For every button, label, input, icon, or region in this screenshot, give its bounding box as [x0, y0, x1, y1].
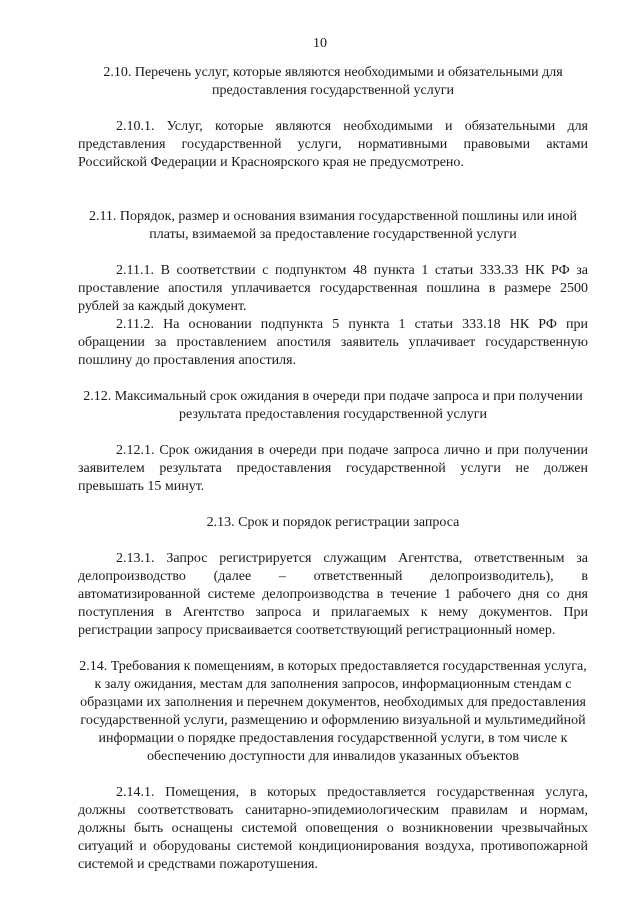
paragraph-2-12-1: 2.12.1. Срок ожидания в очереди при подаче запроса лично и при получении заявителем результата предоставления государственной услуги не должен превышать 15 минут.: [78, 443, 588, 494]
section-heading-2-11: 2.11. Порядок, размер и основания взимания государственной пошлины или иной платы, взимаемой за предоставление государственной услуги: [88, 209, 578, 242]
document-body: [78, 64, 588, 874]
section-heading-2-13: 2.13. Срок и порядок регистрации запроса: [206, 515, 460, 530]
paragraph-2-14-1: 2.14.1. Помещения, в которых предоставляется государственная услуга, должны соответствовать санитарно-эпидемиологическим правилам и нормам, должны быть оснащены системой оповещения о возникновении чрезвычайных ситуаций и оборудованы системой кондиционирования воздуха, противопожарной системой и средствами пожаротушения.: [78, 785, 588, 872]
paragraph-2-11-2: 2.11.2. На основании подпункта 5 пункта 1 статьи 333.18 НК РФ при обращении за проставлением апостиля заявитель уплачивает государственную пошлину до проставления апостиля.: [78, 317, 588, 368]
paragraph-2-13-1: 2.13.1. Запрос регистрируется служащим Агентства, ответственным за делопроизводство (далее – ответственный делопроизводитель), в автоматизированной системе делопроизводства в течение 1 рабочего дня со дня поступления в Агентство запроса и прилагаемых к нему документов. При регистрации запросу присваивается соответствующий регистрационный номер.: [78, 551, 588, 638]
paragraph-2-11-1: 2.11.1. В соответствии с подпунктом 48 пункта 1 статьи 333.33 НК РФ за проставление апостиля уплачивается государственная пошлина в размере 2500 рублей за каждый документ.: [78, 263, 588, 314]
section-heading-2-14: 2.14. Требования к помещениям, в которых предоставляется государственная услуга, к залу ожидания, местам для заполнения запросов, информационным стендам с образцами их заполнения и перечнем документов, необходимых для предоставления государственной услуги, размещению и оформлению визуальной и мультимедийной информации о порядке предоставления государственной услуги, в том числе к обеспечению доступности для инвалидов указанных объектов: [79, 659, 587, 764]
page-number: 10: [313, 36, 327, 51]
section-heading-2-12: 2.12. Максимальный срок ожидания в очереди при подаче запроса и при получении результата предоставления государственной услуги: [83, 389, 583, 422]
section-heading-2-10: 2.10. Перечень услуг, которые являются необходимыми и обязательными для предоставления государственной услуги: [103, 65, 563, 98]
paragraph-2-10-1: 2.10.1. Услуг, которые являются необходимыми и обязательными для представления государственной услуги, нормативными правовыми актами Российской Федерации и Красноярского края не предусмотрено.: [78, 119, 588, 170]
